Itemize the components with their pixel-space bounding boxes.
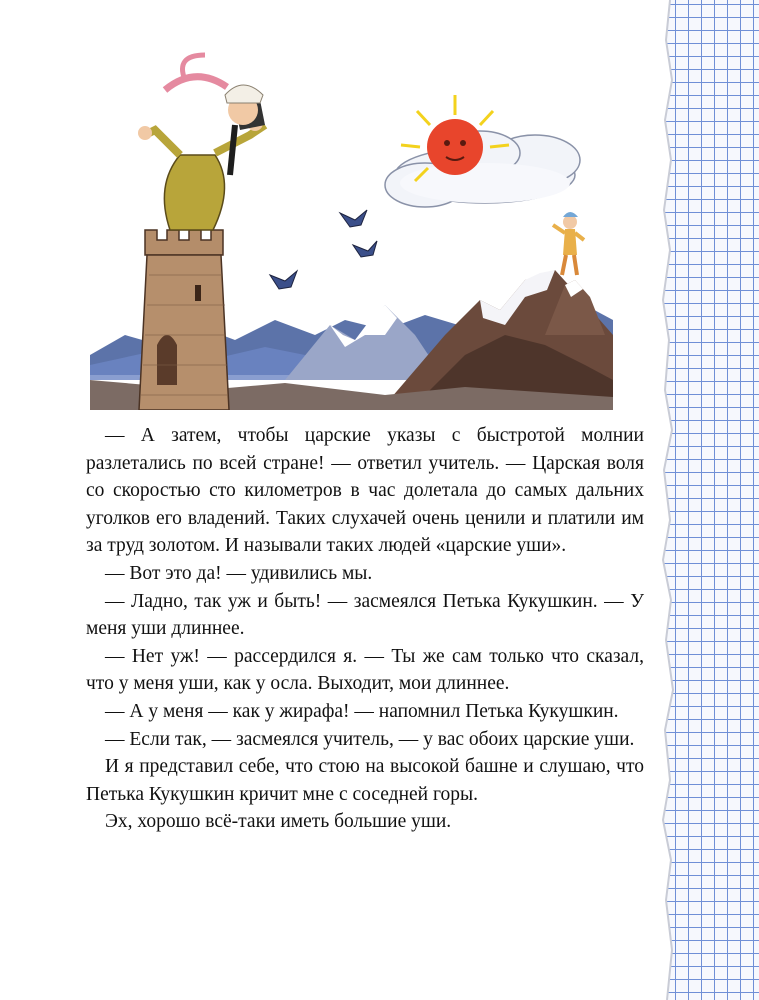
listener-figure <box>138 55 265 230</box>
paragraph: Эх, хорошо всё-таки иметь большие уши. <box>105 811 452 833</box>
paragraph: И я представил себе, что стою на высокой башне и слушаю, что Петька Кукушкин кричит мне с соседней горы. <box>86 756 644 805</box>
paragraph: — А у меня — как у жирафа! — напомнил Петька Кукушкин. <box>105 700 619 722</box>
illustration <box>85 35 615 410</box>
birds <box>270 210 377 289</box>
boy-figure <box>553 212 584 275</box>
paragraph: — Если так, — засмеялся учитель, — у вас обоих царские уши. <box>105 728 635 750</box>
paragraph: — Ладно, так уж и быть! — засмеялся Петька Кукушкин. — У меня уши длиннее. <box>86 590 644 640</box>
paragraph: — Нет уж! — рассердился я. — Ты же сам только что сказал, что у меня уши, как у осла. Выходит, мои длиннее. <box>86 645 644 695</box>
story-text <box>86 422 644 836</box>
paragraph: — Вот это да! — удивились мы. <box>105 562 373 584</box>
paragraph: — А затем, чтобы царские указы с быстротой молнии разлетались по всей стране! — ответил учитель. — Царская воля со скоростью сто километров в час долетала до самых дальних уголков его владений. Таких слухачей очень ценили и платили им за труд золотом. И называли таких людей «царские уши». <box>86 425 644 557</box>
tower <box>139 230 229 410</box>
